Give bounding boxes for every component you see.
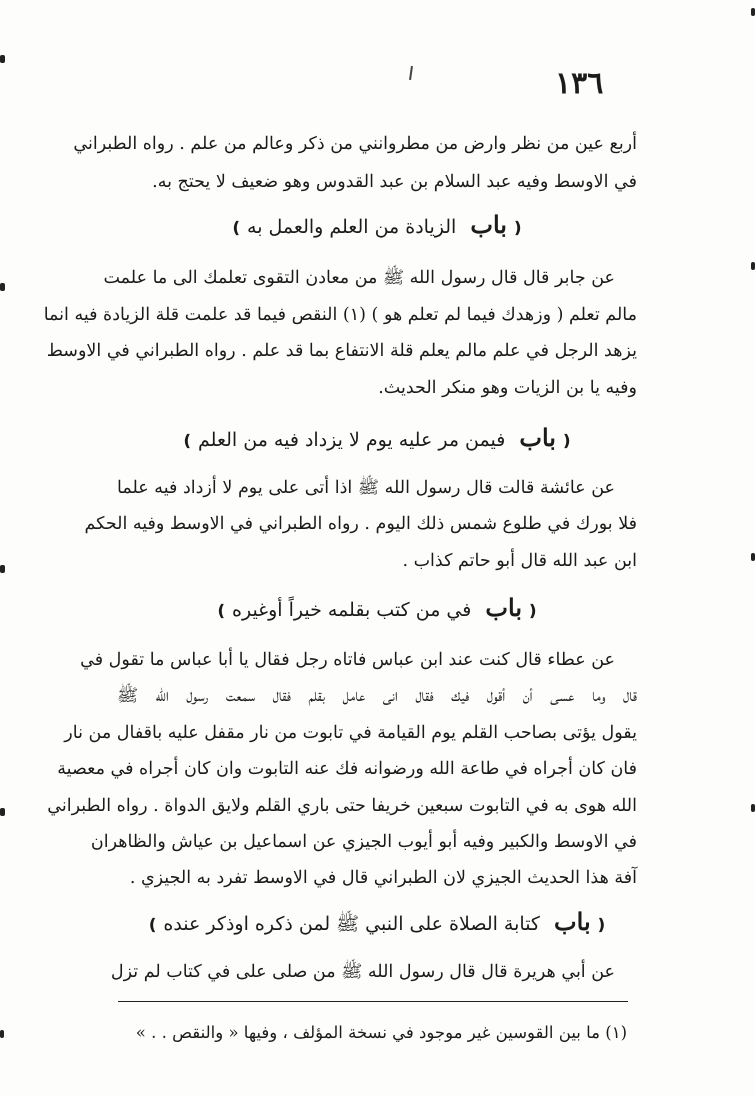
text-line: في الاوسط وفيه عبد السلام بن عبد القدوس وهو ضعيف لا يحتج به. <box>152 172 637 192</box>
text-line: يزهد الرجل في علم مالم يعلم قلة الانتفاع بما قد علم . رواه الطبراني في الاوسط <box>46 341 637 361</box>
footnote: (١) ما بين القوسين غير موجود في نسخة المؤلف ، وفيها « والنقص . . » <box>135 1023 627 1042</box>
print-tick <box>409 66 413 80</box>
ornament-bracket-close: ❫ <box>145 915 160 934</box>
text-line: فلا بورك في طلوع شمس ذلك اليوم . رواه الطبراني في الاوسط وفيه الحكم <box>84 514 637 534</box>
text-line: قال وما عسى أن أقول فيك فقال انى عامل بقلم فقال سمعت رسول الله ﷺ <box>117 686 637 706</box>
margin-mark-right <box>751 804 755 812</box>
ornament-bracket-close: ❫ <box>229 218 244 237</box>
bab-label: باب <box>485 593 522 622</box>
text-line: ابن عبد الله قال أبو حاتم كذاب . <box>402 551 637 571</box>
text-line: فان كان أجراه في طاعة الله ورضوانه فك عنه التابوت وان كان أجراه في معصية <box>57 759 637 779</box>
margin-mark-left <box>0 1030 4 1038</box>
page-number: ١٣٦ <box>555 66 604 101</box>
ornament-bracket-open: ❪ <box>526 601 540 620</box>
section-heading <box>117 588 637 628</box>
ornament-bracket-open: ❪ <box>510 218 525 237</box>
bab-label: باب <box>554 907 591 936</box>
text-line: في الاوسط والكبير وفيه أبو أيوب الجيزي عن اسماعيل بن عياش والظاهران <box>90 832 637 852</box>
text-line: يقول يؤتى بصاحب القلم يوم القيامة في تابوت من نار مقفل عليه باقفال من نار <box>64 723 637 743</box>
text-line: الله هوى به في التابوت سبعين خريفا حتى باري القلم ولايق الدواة . رواه الطبراني <box>47 796 637 816</box>
bab-label: باب <box>470 210 507 239</box>
section-title: فيمن مر عليه يوم لا يزداد فيه من العلم <box>198 429 506 451</box>
text-line: وفيه يا بن الزيات وهو منكر الحديث. <box>378 378 637 398</box>
section-title: كتابة الصلاة على النبي ﷺ لمن ذكره اوذكر عنده <box>163 913 540 935</box>
text-line: عن عائشة قالت قال رسول الله ﷺ اذا أتى على يوم لا أزداد فيه علما <box>117 478 615 498</box>
margin-mark-right <box>751 553 755 561</box>
section-title: الزيادة من العلم والعمل به <box>247 216 457 238</box>
text-line: أربع عين من نظر وارض من مطروانني من ذكر وعالم من علم . رواه الطبراني <box>73 134 637 154</box>
margin-mark-right <box>751 8 755 16</box>
ornament-bracket-open: ❪ <box>594 915 609 934</box>
margin-mark-left <box>0 808 5 816</box>
ornament-bracket-open: ❪ <box>559 431 574 450</box>
text-line: عن عطاء قال كنت عند ابن عباس فاتاه رجل فقال يا أبا عباس ما تقول في <box>80 650 615 670</box>
ornament-bracket-close: ❫ <box>180 431 195 450</box>
text-line: عن جابر قال قال رسول الله ﷺ من معادن التقوى تعلمك الى ما علمت <box>103 268 615 288</box>
margin-mark-left <box>0 565 5 573</box>
text-line: عن أبي هريرة قال قال رسول الله ﷺ من صلى على في كتاب لم تزل <box>110 962 615 982</box>
bab-label: باب <box>519 423 556 452</box>
ornament-bracket-close: ❫ <box>214 601 228 620</box>
text-line: مالم تعلم ( وزهدك فيما لم تعلم هو ) (١) النقص فيما قد علمت قلة الزيادة فيه انما <box>43 305 637 325</box>
text-line: آفة هذا الحديث الجيزي لان الطبراني قال في الاوسط تفرد به الجيزي . <box>129 868 637 888</box>
section-heading <box>117 418 637 458</box>
margin-mark-left <box>0 55 5 63</box>
section-heading <box>117 902 637 942</box>
margin-mark-left <box>0 283 5 291</box>
section-heading <box>117 205 637 245</box>
footnote-divider <box>118 1001 628 1002</box>
margin-mark-right <box>751 262 755 270</box>
section-title: في من كتب بقلمه خيراً أوغيره <box>232 599 472 621</box>
